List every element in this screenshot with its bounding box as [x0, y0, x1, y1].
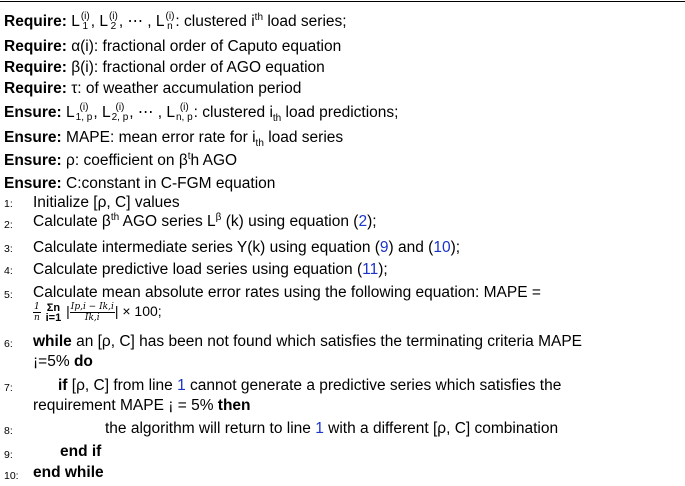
line-number: 1: [4, 198, 13, 210]
line-number: 2: [4, 219, 13, 231]
line-number: 7: [4, 382, 13, 394]
step-7-cont: requirement MAPE ¡ = 5% then [33, 397, 251, 414]
mape-formula: $\frac{1}{n}$ Σn i=1 | $\frac{Ip,i - Ik,i}{Ik,i}$ | × 100; [33, 301, 162, 324]
top-rule [0, 1, 685, 2]
equation-link[interactable]: 10 [433, 239, 451, 256]
ensure-line-3: Ensure: ρ: coefficient on $\beta^th$ AGO [4, 150, 238, 169]
step-8: the algorithm will return to line 1 with a different [ρ, C] combination [105, 420, 559, 437]
ensure-line-1: Ensure: L (i) 1, p, L (i) 2, p, ⋯ , L (i) n, p: clustered $i_{th}$ load predictions; [4, 102, 399, 125]
step-4: Calculate predictive load series using equation (11); [33, 261, 388, 278]
line-number: 4: [4, 265, 13, 277]
line-link[interactable]: 1 [177, 377, 186, 394]
step-3: Calculate intermediate series Y(k) using equation (9) and (10); [33, 239, 461, 256]
step-5: Calculate mean absolute error rates using the following equation: MAPE = [33, 284, 541, 301]
step-9: end if [60, 443, 102, 460]
step-6: while an [ρ, C] has been not found which satisfies the terminating criteria MAPE [33, 333, 583, 350]
fraction-1-over-n: $\frac{1}{n}$ [33, 302, 40, 323]
line-number: 6: [4, 338, 13, 350]
line-number: 10: [4, 470, 19, 482]
line-number: 5: [4, 289, 13, 301]
error-fraction: $\frac{Ip,i - Ik,i}{Ik,i}$ [70, 302, 114, 323]
equation-link[interactable]: 2 [358, 213, 368, 230]
equation-link[interactable]: 9 [379, 239, 389, 256]
step-7: if [ρ, C] from line 1 cannot generate a predictive series which satisfies the [58, 377, 562, 394]
step-10: end while [33, 464, 104, 481]
require-line-1: Require: L(i) 1 , L(i) 2 , ⋯ , L(i) n : clustered $i^{th}$ load series; [4, 11, 347, 32]
line-link[interactable]: 1 [315, 420, 324, 437]
require-label: Require: [4, 13, 67, 31]
summation: Σn i=1 [45, 301, 62, 324]
equation-link[interactable]: 11 [362, 261, 379, 278]
ensure-line-4: Ensure: C:constant in C-FGM equation [4, 175, 276, 192]
line-number: 8: [4, 425, 13, 437]
require-line-3: Require: β(i): fractional order of AGO equation [4, 59, 325, 76]
line-number: 9: [4, 449, 13, 461]
step-2: Calculate $\beta^{th}$ AGO series $L^\beta$ (k) using equation (2); [33, 211, 377, 230]
step-6-cont: ¡=5% do [33, 353, 93, 370]
ensure-label: Ensure: [4, 104, 62, 122]
step-1: Initialize [ρ, C] values [33, 194, 180, 211]
require-line-2: Require: α(i): fractional order of Caputo equation [4, 38, 342, 55]
line-number: 3: [4, 243, 13, 255]
ensure-line-2: Ensure: MAPE: mean error rate for $i_{th}$ load series [4, 129, 344, 150]
require-line-4: Require: τ: of weather accumulation period [4, 80, 302, 97]
